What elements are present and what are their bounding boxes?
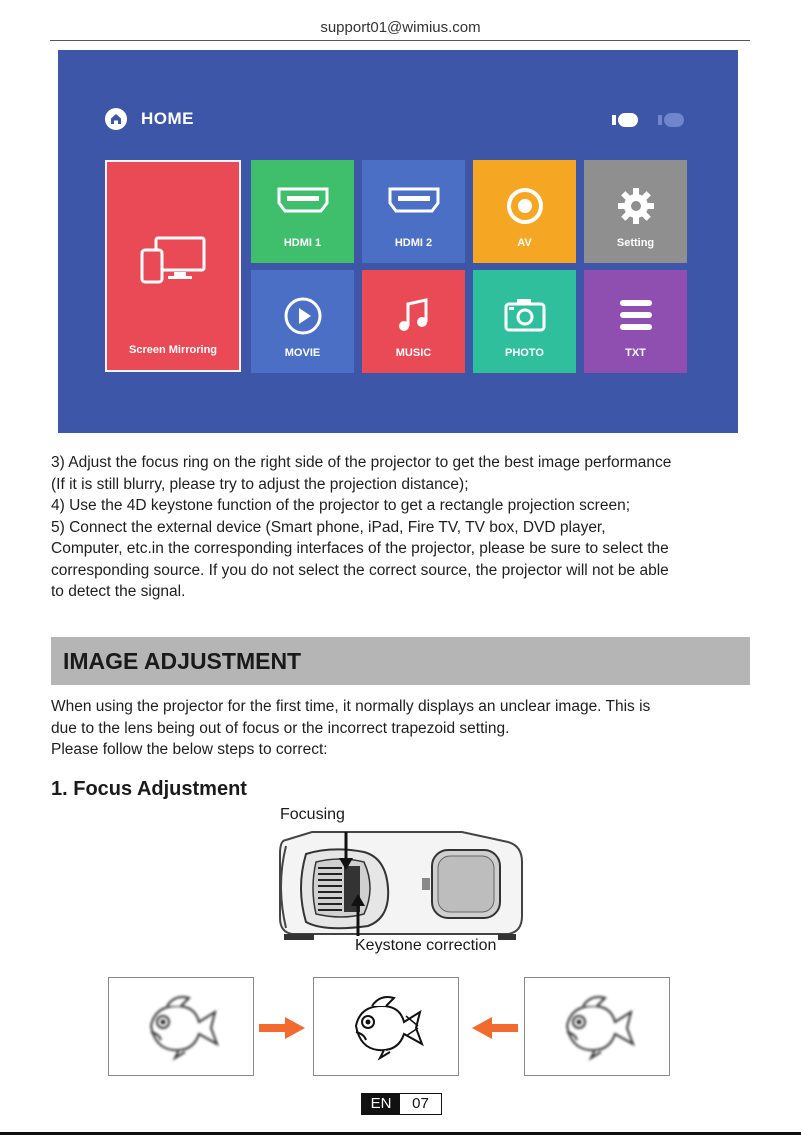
hdmi-icon [362, 186, 465, 214]
intro-line: When using the projector for the first time, it normally displays an unclear image. This is [51, 698, 651, 715]
intro-line: Please follow the below steps to correct: [51, 741, 328, 758]
language-tag: EN [362, 1094, 400, 1114]
clear-fish-icon [350, 992, 426, 1062]
tile-label: HDMI 2 [394, 237, 433, 249]
header-rule [50, 40, 750, 41]
tile-setting[interactable] [584, 160, 687, 263]
av-icon [473, 186, 576, 226]
tile-label: PHOTO [505, 347, 544, 359]
step-line: 4) Use the 4D keystone function of the projector to get a rectangle projection screen; [51, 497, 630, 514]
arrow-right-icon [259, 1017, 305, 1039]
step-line: Computer, etc.in the corresponding interfaces of the projector, please be sure to select the [51, 540, 669, 557]
arrow-left-icon [472, 1017, 518, 1039]
wifi-toggle-icon [658, 112, 688, 128]
gear-icon [584, 186, 687, 226]
tile-music[interactable] [362, 270, 465, 373]
tile-label: TXT [625, 347, 646, 359]
home-title: HOME [141, 109, 194, 128]
hdmi-icon [251, 186, 354, 214]
tile-hdmi-2[interactable] [362, 160, 465, 263]
section-header-image-adjustment [51, 637, 750, 685]
step-line: corresponding source. If you do not select the correct source, the projector will not be able [51, 561, 669, 579]
blurry-fish-box-right [524, 977, 670, 1076]
focusing-label: Focusing [280, 806, 345, 823]
intro-paragraph [51, 696, 751, 761]
blurry-fish-box-left [108, 977, 254, 1076]
status-icons [612, 112, 688, 128]
tile-av[interactable] [473, 160, 576, 263]
step-line: (If it is still blurry, please try to adjust the projection distance); [51, 475, 469, 493]
projector-diagram [272, 806, 532, 956]
home-icon [105, 108, 127, 130]
intro-line: due to the lens being out of focus or the incorrect trapezoid setting. [51, 719, 510, 737]
screen-mirroring-icon [107, 234, 239, 284]
clear-fish-box [313, 977, 459, 1076]
tile-label: AV [517, 237, 532, 249]
support-email: support01@wimius.com [320, 19, 481, 36]
focus-adjustment-heading: 1. Focus Adjustment [51, 778, 247, 800]
step-line: 5) Connect the external device (Smart phone, iPad, Fire TV, TV box, DVD player, [51, 518, 606, 536]
section-title: IMAGE ADJUSTMENT [63, 648, 302, 674]
tile-label: MUSIC [395, 347, 432, 359]
tile-screen-mirroring[interactable] [105, 160, 241, 372]
steps-paragraph [51, 452, 751, 603]
bluetooth-toggle-icon [612, 112, 642, 128]
tile-movie[interactable] [251, 270, 354, 373]
blurry-fish-icon [145, 992, 221, 1062]
tile-label: HDMI 1 [283, 237, 322, 249]
blurry-fish-icon [561, 992, 637, 1062]
tile-photo[interactable] [473, 270, 576, 373]
music-icon [362, 296, 465, 336]
list-icon [584, 296, 687, 334]
tile-hdmi-1[interactable] [251, 160, 354, 263]
play-icon [251, 296, 354, 336]
step-line: 3) Adjust the focus ring on the right side of the projector to get the best image performance [51, 454, 672, 471]
tile-label: MOVIE [284, 347, 321, 359]
tile-label: Screen Mirroring [128, 344, 218, 356]
home-screen-image [58, 50, 738, 433]
keystone-label: Keystone correction [355, 937, 497, 954]
step-line: to detect the signal. [51, 583, 186, 600]
home-row [105, 108, 194, 130]
tile-txt[interactable] [584, 270, 687, 373]
camera-icon [473, 296, 576, 332]
tile-label: Setting [616, 237, 655, 249]
page-number [361, 1093, 442, 1115]
page-number-value: 07 [400, 1094, 441, 1114]
